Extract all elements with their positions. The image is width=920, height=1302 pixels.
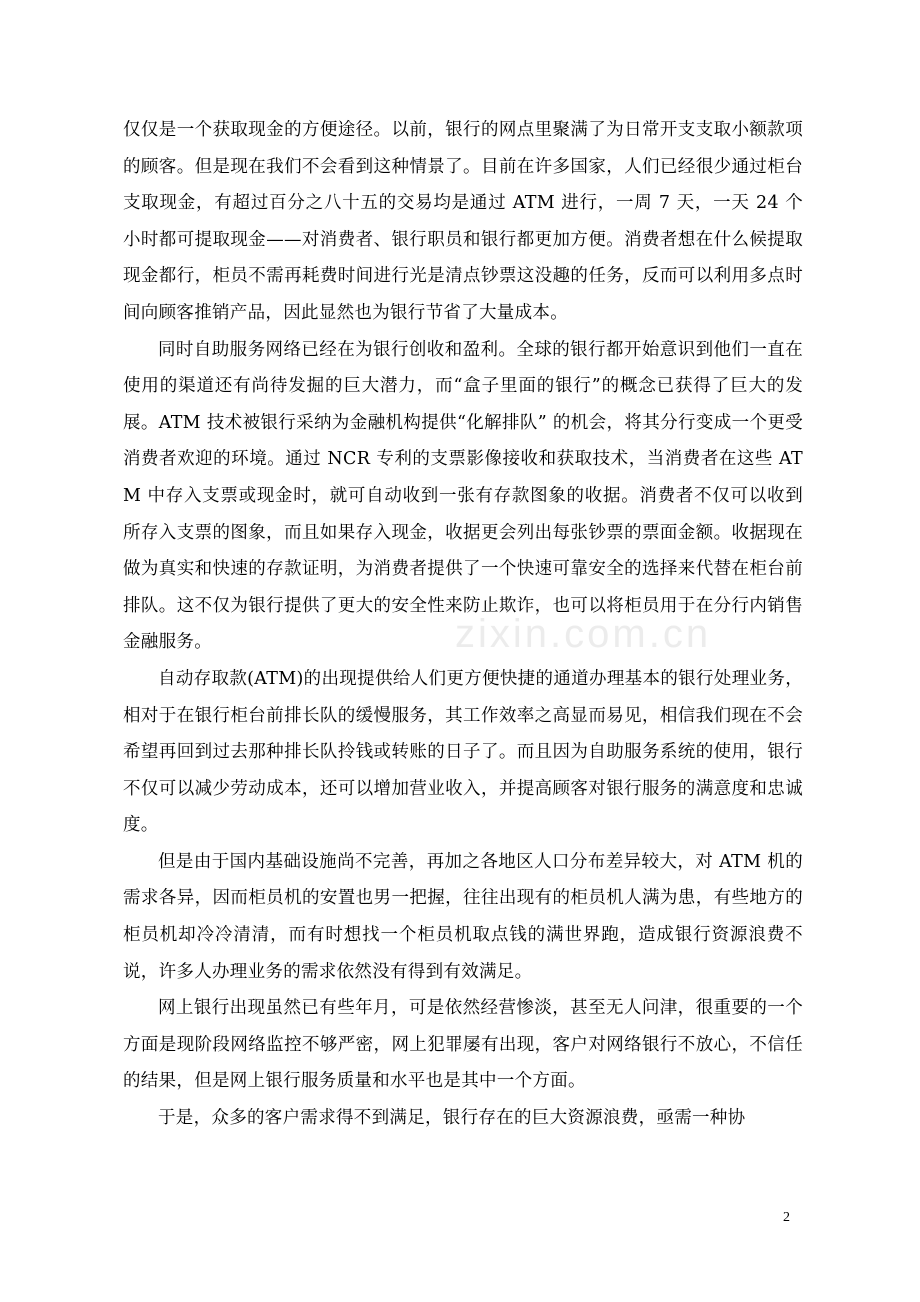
paragraph-3: 自动存取款(ATM)的出现提供给人们更方便快捷的通道办理基本的银行处理业务，相对于在银行柜台前排长队的缓慢服务，其工作效率之高显而易见，相信我们现在不会希望再回到过去那种排长队拎钱或转账的日子了。而且因为自助服务系统的使用，银行不仅可以减少劳动成本，还可以增加营业收入，并提高顾客对银行服务的满意度和忠诚度。 <box>123 668 803 836</box>
page-number: 2 <box>783 1210 790 1225</box>
paragraph-4: 但是由于国内基础设施尚不完善，再加之各地区人口分布差异较大，对 ATM 机的需求各异，因而柜员机的安置也男一把握，往往出现有的柜员机人满为患，有些地方的柜员机却冷冷清清，而有时想找一个柜员机取点钱的满世界跑，造成银行资源浪费不说，许多人办理业务的需求依然没有得到有效满足。 <box>123 851 803 982</box>
paragraph-5: 网上银行出现虽然已有些年月，可是依然经营惨淡，甚至无人问津，很重要的一个方面是现阶段网络监控不够严密，网上犯罪屡有出现，客户对网络银行不放心，不信任的结果，但是网上银行服务质量和水平也是其中一个方面。 <box>123 998 803 1092</box>
document-body <box>123 112 803 1137</box>
paragraph-2: 同时自助服务网络已经在为银行创收和盈利。全球的银行都开始意识到他们一直在使用的渠道还有尚待发掘的巨大潜力，而“盒子里面的银行”的概念已获得了巨大的发展。ATM 技术被银行采纳为金融机构提供“化解排队” 的机会，将其分行变成一个更受消费者欢迎的环境。通过 NCR 专利的支票影像接收和获取技术，当消费者在这些 ATM 中存入支票或现金时，就可自动收到一张有存款图象的收据。消费者不仅可以收到所存入支票的图象，而且如果存入现金，收据更会列出每张钞票的票面金额。收据现在做为真实和快速的存款证明，为消费者提供了一个快速可靠安全的选择来代替在柜台前排队。这不仅为银行提供了更大的安全性来防止欺诈，也可以将柜员用于在分行内销售金融服务。 <box>123 339 803 653</box>
paragraph-1: 仅仅是一个获取现金的方便途径。以前，银行的网点里聚满了为日常开支支取小额款项的顾客。但是现在我们不会看到这种情景了。目前在许多国家，人们已经很少通过柜台支取现金，有超过百分之八十五的交易均是通过 ATM 进行，一周 7 天，一天 24 个小时都可提取现金——对消费者、银行职员和银行都更加方便。消费者想在什么候提取现金都行，柜员不需再耗费时间进行光是清点钞票这没趣的任务，反而可以利用多点时间向顾客推销产品，因此显然也为银行节省了大量成本。 <box>123 120 803 323</box>
watermark: zixin.com.cn <box>455 612 712 656</box>
paragraph-6: 于是，众多的客户需求得不到满足，银行存在的巨大资源浪费，亟需一种协 <box>158 1108 746 1129</box>
